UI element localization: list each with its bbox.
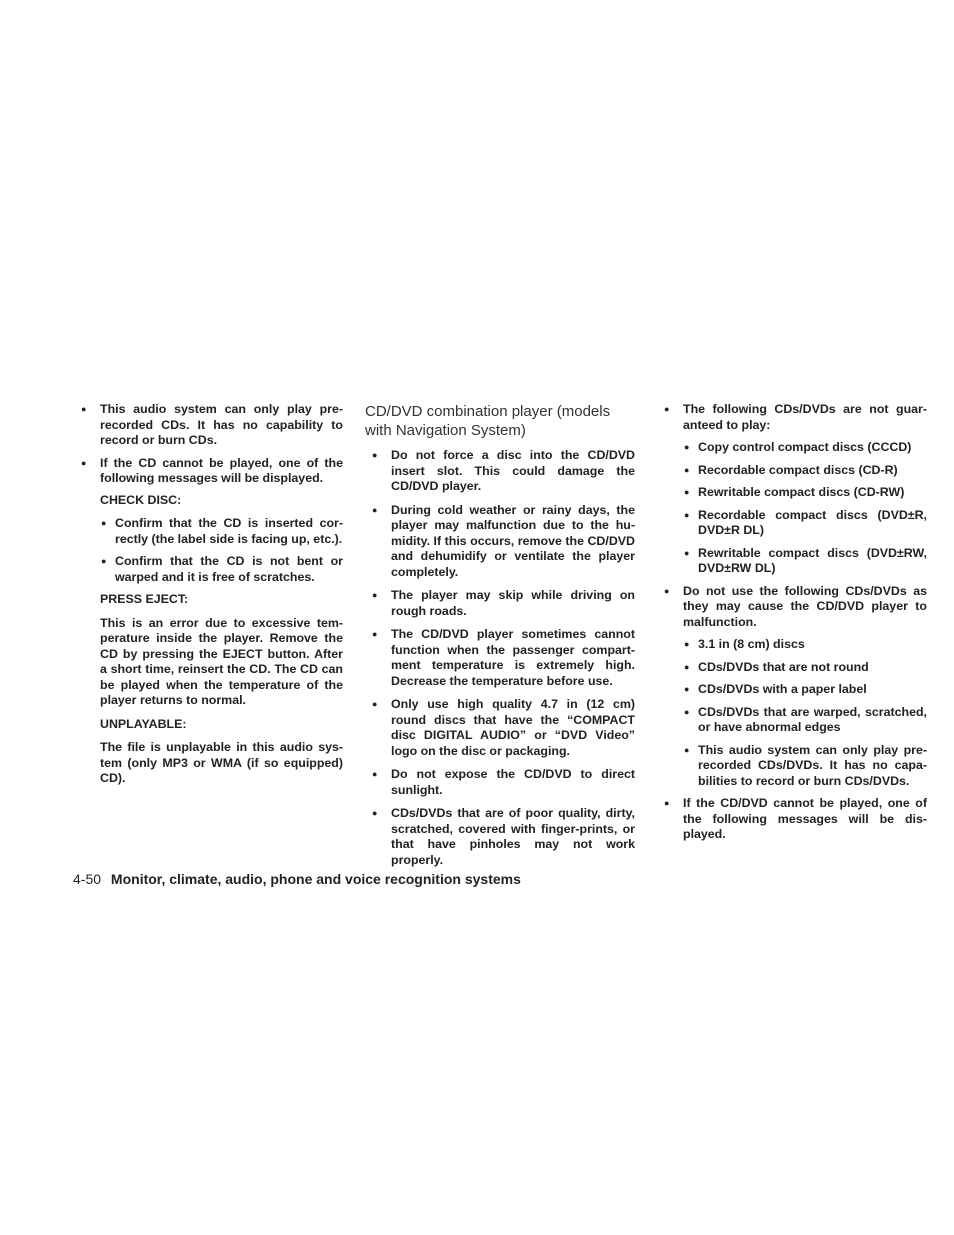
- bullet-text: Do not use the following CDs/DVDs as they may cause the CD/DVD player to malfunction.: [683, 583, 927, 629]
- list-item: ● CDs/DVDs that are not round: [683, 660, 927, 676]
- bullet-not-guaranteed: [662, 402, 927, 577]
- page-footer: [73, 870, 673, 888]
- press-eject-label: PRESS EJECT:: [100, 592, 189, 606]
- unplayable-text: The file is unplayable in this audio sys-tem (only MP3 or WMA (if so equipped) CD).: [100, 740, 343, 785]
- list-item: ● Rewritable compact discs (CD-RW): [683, 485, 927, 501]
- list-item: ● Do not force a disc into the CD/DVD insert slot. This could damage the CD/DVD player.: [370, 448, 635, 495]
- bullet-text: The following CDs/DVDs are not guar-anteed to play:: [683, 402, 927, 432]
- list-item: ● Copy control compact discs (CCCD): [683, 440, 927, 456]
- bullet-text: If the CD cannot be played, one of the following messages will be displayed.: [100, 455, 343, 485]
- bullet-prerecorded-cds: ● This audio system can only play pre-recorded CDs. It has no capability to record or burn CDs.: [79, 402, 343, 449]
- list-item: ● CDs/DVDs with a paper label: [683, 682, 927, 698]
- list-item: ● This audio system can only play pre-recorded CDs/DVDs. It has no capa-bilities to record or burn CDs/DVDs.: [683, 743, 927, 790]
- list-item: ● Recordable compact discs (DVD±R, DVD±R DL): [683, 508, 927, 539]
- unplayable-label: UNPLAYABLE:: [100, 716, 187, 731]
- list-item: ● During cold weather or rainy days, the player may malfunction due to the hu-midity. If this occurs, remove the CD/DVD and dehumidify or ventilate the player completely.: [370, 503, 635, 581]
- list-item: ● 3.1 in (8 cm) discs: [683, 637, 927, 653]
- list-item: ● The CD/DVD player sometimes cannot function when the passenger compart-ment temperature is extremely high. Decrease the temperature before use.: [370, 627, 635, 689]
- column-1: [79, 402, 343, 795]
- list-item: ● CDs/DVDs that are of poor quality, dirty, scratched, covered with finger-prints, or that have pinholes may not work properly.: [370, 806, 635, 868]
- list-item: ● The player may skip while driving on rough roads.: [370, 588, 635, 619]
- list-item: ● Only use high quality 4.7 in (12 cm) round discs that have the “COMPACT disc DIGITAL AUDIO” or “DVD Video” logo on the disc or packaging.: [370, 697, 635, 759]
- column-3: [662, 402, 927, 850]
- column-2: [365, 402, 635, 876]
- section-heading: CD/DVD combination player (models with Navigation System): [365, 403, 611, 439]
- player-bullet-list: [365, 448, 635, 868]
- bullet-do-not-use: [662, 584, 927, 790]
- page-number: 4-50: [73, 871, 102, 887]
- list-item: ● Do not expose the CD/DVD to direct sunlight.: [370, 767, 635, 798]
- list-item: ● CDs/DVDs that are warped, scratched, or have abnormal edges: [683, 705, 927, 736]
- check-disc-item: ● Confirm that the CD is inserted cor-rectly (the label side is facing up, etc.).: [100, 516, 343, 547]
- bullet-cd-dvd-cannot-play: ● If the CD/DVD cannot be played, one of the following messages will be dis-played.: [662, 796, 927, 843]
- section-title: Monitor, climate, audio, phone and voice recognition systems: [110, 871, 521, 887]
- check-disc-item: ● Confirm that the CD is not bent or warped and it is free of scratches.: [100, 554, 343, 585]
- bullet-cd-cannot-play: [79, 456, 343, 787]
- check-disc-label: CHECK DISC:: [100, 492, 182, 507]
- list-item: ● Rewritable compact discs (DVD±RW, DVD±RW DL): [683, 546, 927, 577]
- list-item: ● Recordable compact discs (CD-R): [683, 463, 927, 479]
- press-eject-text: This is an error due to excessive tem-perature inside the player. Remove the CD by pressing the EJECT button. After a short time, reinsert the CD. The CD can be played when the temperature of the player returns to normal.: [100, 615, 343, 707]
